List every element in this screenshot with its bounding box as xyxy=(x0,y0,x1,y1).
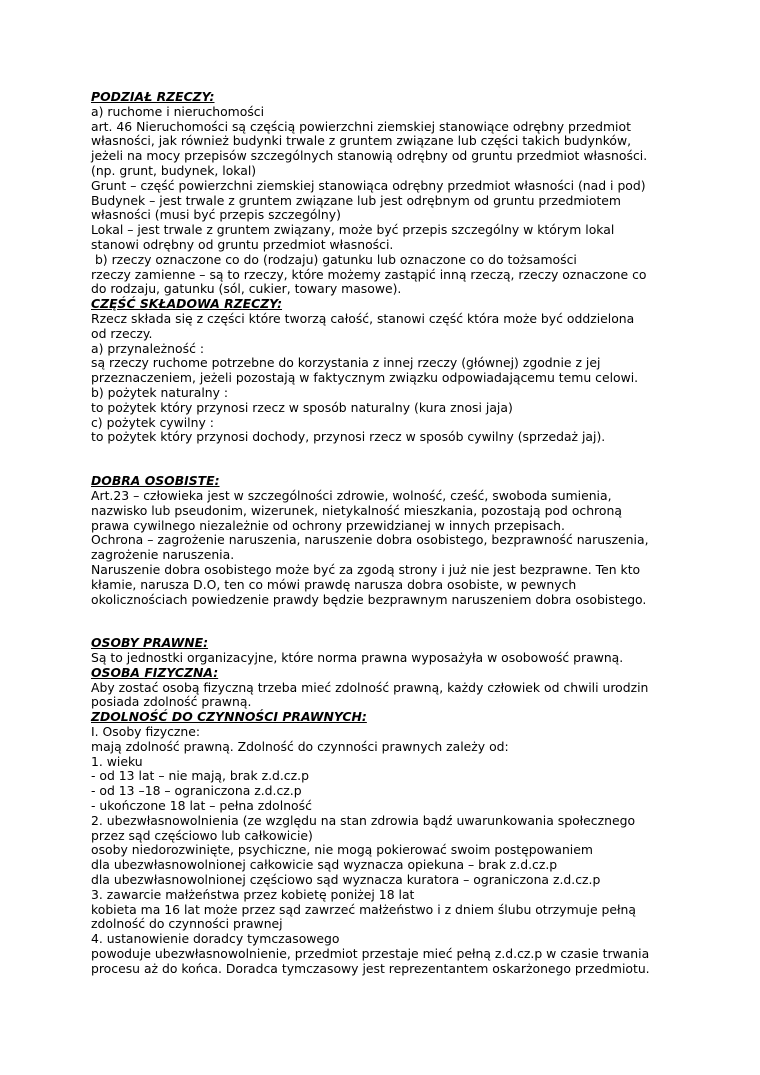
text-line: mają zdolność prawną. Zdolność do czynności prawnych zależy od: xyxy=(91,738,509,754)
text-line: Lokal – jest trwale z gruntem związany, może być przepis szczególny w którym lokal xyxy=(91,222,615,238)
text-line: I. Osoby fizyczne: xyxy=(91,724,201,740)
text-line: dla ubezwłasnowolnionej całkowicie sąd wyznacza opiekuna – brak z.d.cz.p xyxy=(91,857,558,873)
text-line: własności, jak również budynki trwale z gruntem związane lub części takich budynków, xyxy=(91,133,632,149)
text-line: b) rzeczy oznaczone co do (rodzaju) gatunku lub oznaczone co do tożsamości xyxy=(91,251,577,267)
text-line: dla ubezwłasnowolnionej częściowo sąd wyznacza kuratora – ograniczona z.d.cz.p xyxy=(91,872,601,888)
text-line: osoby niedorozwinięte, psychiczne, nie mogą pokierować swoim postępowaniem xyxy=(91,842,593,858)
text-line: to pożytek który przynosi rzecz w sposób naturalny (kura znosi jaja) xyxy=(91,399,513,415)
text-line: procesu aż do końca. Doradca tymczasowy jest reprezentantem oskarżonego przedmiotu. xyxy=(91,960,650,976)
section-dobra-osobiste xyxy=(91,474,711,607)
text-line: jeżeli na mocy przepisów szczególnych stanowią odrębny od gruntu przedmiot własności. xyxy=(91,148,648,164)
text-line: Aby zostać osobą fizyczną trzeba mieć zdolność prawną, każdy człowiek od chwili urodzin xyxy=(91,679,649,695)
section-zdolnosc xyxy=(91,710,711,976)
text-line: przez sąd częściowo lub całkowicie) xyxy=(91,827,313,843)
text-line: Rzecz składa się z części które tworzą całość, stanowi część która może być oddzielona xyxy=(91,310,635,326)
text-line: - od 13 –18 – ograniczona z.d.cz.p xyxy=(91,783,302,799)
section-spacer xyxy=(91,445,711,474)
text-line: a) ruchome i nieruchomości xyxy=(91,103,265,119)
text-line: stanowi odrębny od gruntu przedmiot własności. xyxy=(91,236,394,252)
text-line: art. 46 Nieruchomości są częścią powierzchni ziemskiej stanowiące odrębny przedmiot xyxy=(91,118,631,134)
text-line: to pożytek który przynosi dochody, przynosi rzecz w sposób cywilny (sprzedaż jaj). xyxy=(91,429,606,445)
section-heading: ZDOLNOŚĆ DO CZYNNOŚCI PRAWNYCH: xyxy=(91,709,367,725)
text-line: kobieta ma 16 lat może przez sąd zawrzeć małżeństwo i z dniem ślubu otrzymuje pełną xyxy=(91,901,636,917)
text-line: 2. ubezwłasnowolnienia (ze względu na stan zdrowia bądź uwarunkowania społecznego xyxy=(91,812,636,828)
text-line: Są to jednostki organizacyjne, które norma prawna wyposażyła w osobowość prawną. xyxy=(91,650,624,666)
section-heading: PODZIAŁ RZECZY: xyxy=(91,89,215,104)
text-line: Grunt – część powierzchni ziemskiej stanowiąca odrębny przedmiot własności (nad i pod) xyxy=(91,177,646,193)
text-line: a) przynależność : xyxy=(91,340,204,356)
text-line: nazwisko lub pseudonim, wizerunek, nietykalność mieszkania, pozostają pod ochroną xyxy=(91,502,622,518)
text-line: (np. grunt, budynek, lokal) xyxy=(91,162,257,178)
text-line: Naruszenie dobra osobistego może być za zgodą strony i już nie jest bezprawne. Ten kto xyxy=(91,561,641,577)
text-line: zagrożenie naruszenia. xyxy=(91,547,235,563)
section-spacer xyxy=(91,607,711,636)
text-line: kłamie, narusza D.O, ten co mówi prawdę narusza dobra osobiste, w pewnych xyxy=(91,576,577,592)
text-line: przeznaczeniem, jeżeli pozostają w faktycznym związku odpowiadającemu temu celowi. xyxy=(91,370,639,386)
text-line: 1. wieku xyxy=(91,753,143,769)
document-page xyxy=(91,90,711,977)
text-line: rzeczy zamienne – są to rzeczy, które możemy zastąpić inną rzeczą, rzeczy oznaczone co xyxy=(91,266,647,282)
text-line: są rzeczy ruchome potrzebne do korzystania z innej rzeczy (głównej) zgodnie z jej xyxy=(91,355,601,371)
text-line: Art.23 – człowieka jest w szczególności zdrowie, wolność, cześć, swoboda sumienia, xyxy=(91,487,612,503)
section-heading: OSOBY PRAWNE: xyxy=(91,635,209,651)
text-line: prawa cywilnego niezależnie od ochrony przewidzianej w innych przepisach. xyxy=(91,517,565,533)
section-heading: DOBRA OSOBISTE: xyxy=(91,473,220,489)
section-czesc-skladowa xyxy=(91,297,711,445)
section-osoby-prawne xyxy=(91,636,711,666)
text-line: do rodzaju, gatunku (sól, cukier, towary masowe). xyxy=(91,281,402,297)
section-podzial-rzeczy xyxy=(91,90,711,297)
text-line: - od 13 lat – nie mają, brak z.d.cz.p xyxy=(91,768,309,784)
text-line: c) pożytek cywilny : xyxy=(91,414,214,430)
section-osoba-fizyczna xyxy=(91,666,711,710)
text-line: 4. ustanowienie doradcy tymczasowego xyxy=(91,931,340,947)
text-line: okolicznościach powiedzenie prawdy będzie bezprawnym naruszeniem dobra osobistego. xyxy=(91,591,647,607)
text-line: od rzeczy. xyxy=(91,325,153,341)
text-line: Budynek – jest trwale z gruntem związane lub jest odrębnym od gruntu przedmiotem xyxy=(91,192,621,208)
text-line: posiada zdolność prawną. xyxy=(91,694,252,710)
text-line: Ochrona – zagrożenie naruszenia, naruszenie dobra osobistego, bezprawność naruszenia, xyxy=(91,532,649,548)
text-line: zdolność do czynności prawnej xyxy=(91,916,283,932)
text-line: powoduje ubezwłasnowolnienie, przedmiot przestaje mieć pełną z.d.cz.p w czasie trwania xyxy=(91,946,650,962)
text-line: b) pożytek naturalny : xyxy=(91,384,229,400)
section-heading: CZĘŚĆ SKŁADOWA RZECZY: xyxy=(91,296,283,312)
text-line: 3. zawarcie małżeństwa przez kobietę poniżej 18 lat xyxy=(91,886,415,902)
text-line: - ukończone 18 lat – pełna zdolność xyxy=(91,798,312,814)
section-heading: OSOBA FIZYCZNA: xyxy=(91,664,219,680)
text-line: własności (musi być przepis szczególny) xyxy=(91,207,341,223)
